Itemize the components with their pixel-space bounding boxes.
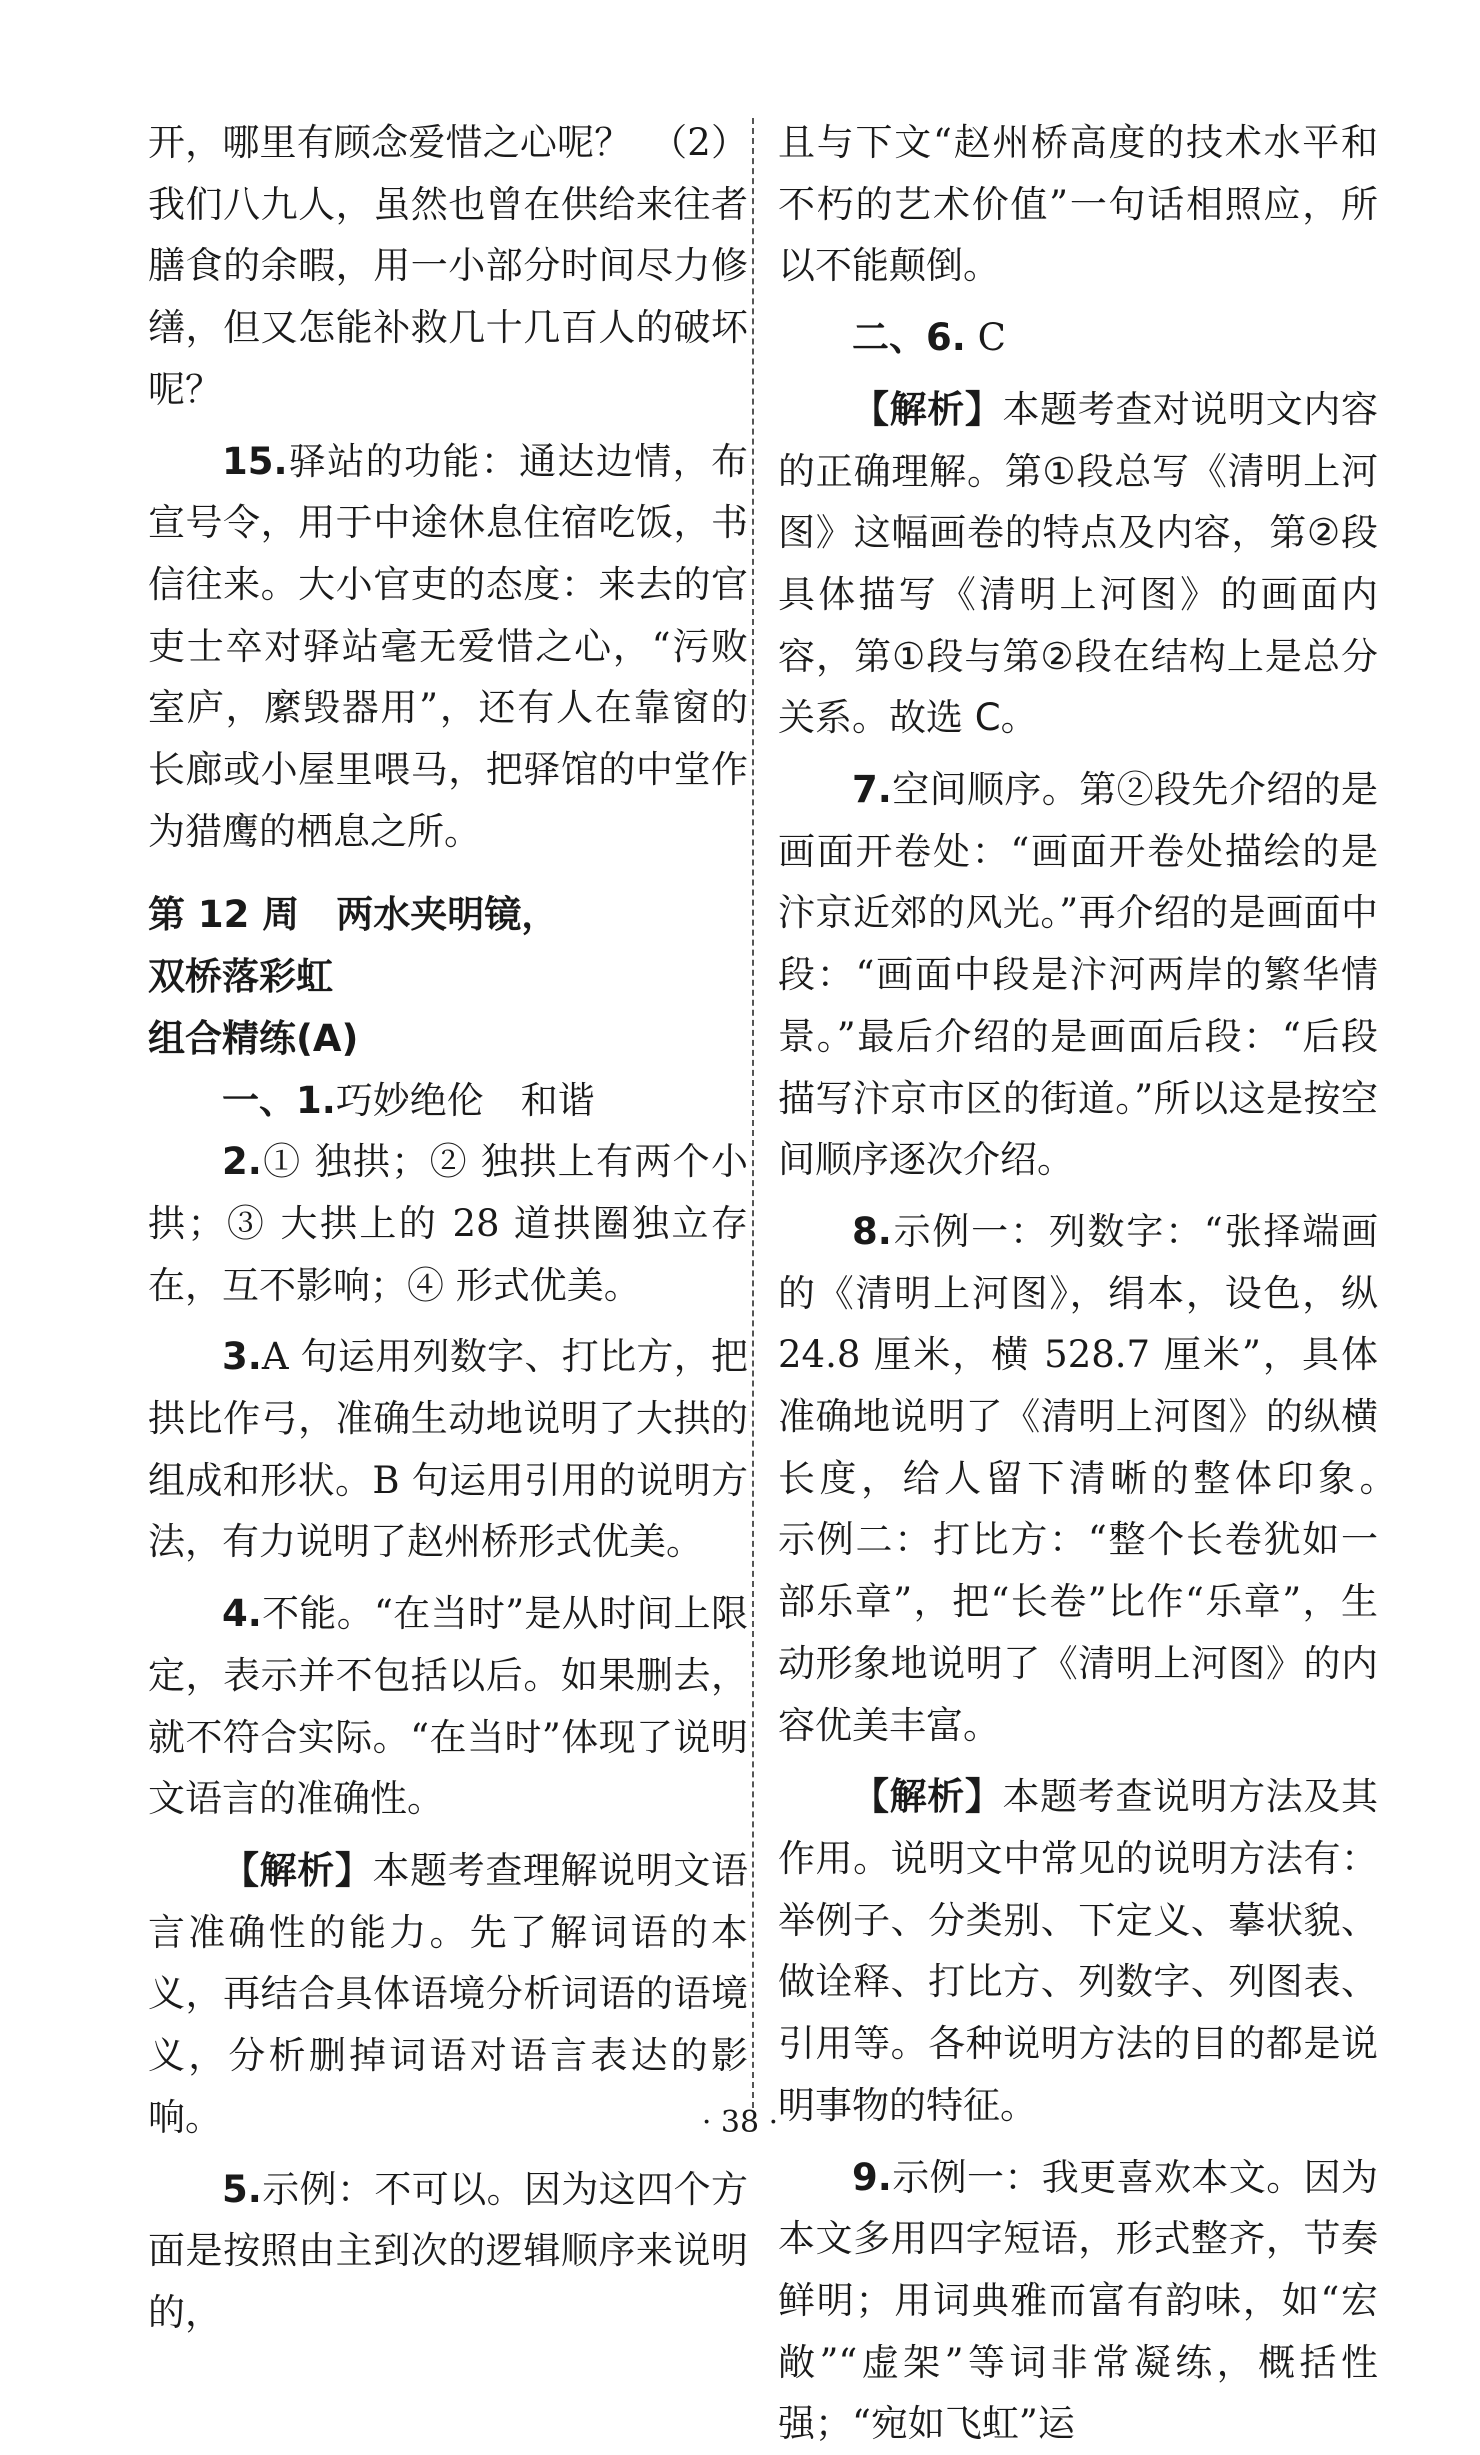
analysis-label: 【解析】 bbox=[852, 388, 1002, 431]
analysis-label: 【解析】 bbox=[852, 1775, 1002, 1818]
answer-7 bbox=[778, 759, 1378, 1191]
answer-7-text: 空间顺序。第②段先介绍的是画面开卷处：“画面开卷处描绘的是汴京近郊的风光。”再介绍的是画面中段：“画面中段是汴河两岸的繁华情景。”最后介绍的是画面后段：“后段描写汴京市区的街道。”所以这是按空间顺序逐次介绍。 bbox=[778, 768, 1378, 1181]
answer-15 bbox=[148, 431, 748, 863]
answer-8-text: 示例一：列数字：“张择端画的《清明上河图》，绢本，设色，纵 24.8 厘米，横 528.7 厘米”，具体准确地说明了《清明上河图》的纵横长度，给人留下清晰的整体印象。 示例二：打比方：“整个长卷犹如一部乐章”，把“长卷”比作“乐章”，生动形象地说明了《清明上河图》的内容优美丰富。 bbox=[778, 1210, 1415, 1747]
answer-8-number: 8. bbox=[852, 1210, 892, 1253]
answer-5 bbox=[148, 2159, 748, 2344]
right-column bbox=[778, 112, 1378, 2455]
answer-6-analysis bbox=[778, 379, 1378, 749]
answer-8 bbox=[778, 1201, 1378, 1756]
answer-9 bbox=[778, 2147, 1378, 2455]
section-title-line2: 双桥落彩虹 bbox=[148, 946, 748, 1008]
analysis-text: 本题考查说明方法及其作用。说明文中常见的说明方法有：举例子、分类别、下定义、摹状貌、做诠释、打比方、列数字、列图表、引用等。各种说明方法的目的都是说明事物的特征。 bbox=[778, 1775, 1378, 2127]
answer-2 bbox=[148, 1131, 748, 1316]
analysis-text: 本题考查对说明文内容的正确理解。第①段总写《清明上河图》这幅画卷的特点及内容，第②段具体描写《清明上河图》的画面内容，第①段与第②段在结构上是总分关系。故选 C。 bbox=[778, 388, 1378, 740]
answer-1 bbox=[148, 1070, 748, 1132]
left-column bbox=[148, 112, 748, 2344]
column-divider bbox=[752, 118, 754, 2108]
answer-4-analysis bbox=[148, 1840, 748, 2149]
answer-6-number: 二、6. bbox=[852, 316, 966, 359]
subsection-title: 组合精练(A) bbox=[148, 1008, 748, 1070]
answer-7-number: 7. bbox=[852, 768, 892, 811]
answer-1-text: 巧妙绝伦 和谐 bbox=[336, 1079, 595, 1122]
left-continuation-paragraph: 开，哪里有顾念爱惜之心呢？ （2）我们八九人，虽然也曾在供给来往者膳食的余暇，用一小部分时间尽力修缮，但又怎能补救几十几百人的破坏呢？ bbox=[148, 112, 748, 421]
answer-4-number: 4. bbox=[222, 1592, 262, 1635]
answer-6 bbox=[778, 307, 1378, 369]
answer-5-text: 示例：不可以。因为这四个方面是按照由主到次的逻辑顺序来说明的， bbox=[148, 2168, 748, 2334]
answer-9-text: 示例一：我更喜欢本文。因为本文多用四字短语，形式整齐，节奏鲜明；用词典雅而富有韵味，如“宏敞”“虚架”等词非常凝练，概括性强；“宛如飞虹”运 bbox=[778, 2156, 1378, 2446]
answer-9-number: 9. bbox=[852, 2156, 892, 2199]
answer-4 bbox=[148, 1583, 748, 1830]
section-title-line1: 第 12 周 两水夹明镜， bbox=[148, 884, 748, 946]
answer-3-number: 3. bbox=[222, 1335, 262, 1378]
answer-3-text: A 句运用列数字、打比方，把拱比作弓，准确生动地说明了大拱的组成和形状。B 句运用引用的说明方法，有力说明了赵州桥形式优美。 bbox=[148, 1335, 748, 1563]
answer-8-analysis bbox=[778, 1766, 1378, 2136]
answer-2-text: ① 独拱；② 独拱上有两个小拱；③ 大拱上的 28 道拱圈独立存在，互不影响；④ 形式优美。 bbox=[148, 1140, 748, 1306]
answer-6-text: C bbox=[978, 316, 1006, 359]
analysis-text: 本题考查理解说明文语言准确性的能力。先了解词语的本义，再结合具体语境分析词语的语境义，分析删掉词语对语言表达的影响。 bbox=[148, 1849, 748, 2139]
answer-4-text: 不能。“在当时”是从时间上限定，表示并不包括以后。如果删去，就不符合实际。“在当时”体现了说明文语言的准确性。 bbox=[148, 1592, 748, 1820]
answer-3 bbox=[148, 1326, 748, 1573]
right-continuation-paragraph: 且与下文“赵州桥高度的技术水平和不朽的艺术价值”一句话相照应，所以不能颠倒。 bbox=[778, 112, 1378, 297]
answer-5-number: 5. bbox=[222, 2168, 262, 2211]
answer-2-number: 2. bbox=[222, 1140, 262, 1183]
analysis-label: 【解析】 bbox=[222, 1849, 372, 1892]
answer-15-number: 15. bbox=[222, 440, 288, 483]
answer-15-text: 驿站的功能：通达边情，布宣号令，用于中途休息住宿吃饭，书信往来。大小官吏的态度：来去的官吏士卒对驿站毫无爱惜之心，“污败室庐，縻毁器用”，还有人在靠窗的长廊或小屋里喂马，把驿馆的中堂作为猎鹰的栖息之所。 bbox=[148, 440, 748, 853]
answer-1-number: 一、1. bbox=[222, 1079, 336, 1122]
page-number: · 38 · bbox=[0, 2105, 1480, 2140]
